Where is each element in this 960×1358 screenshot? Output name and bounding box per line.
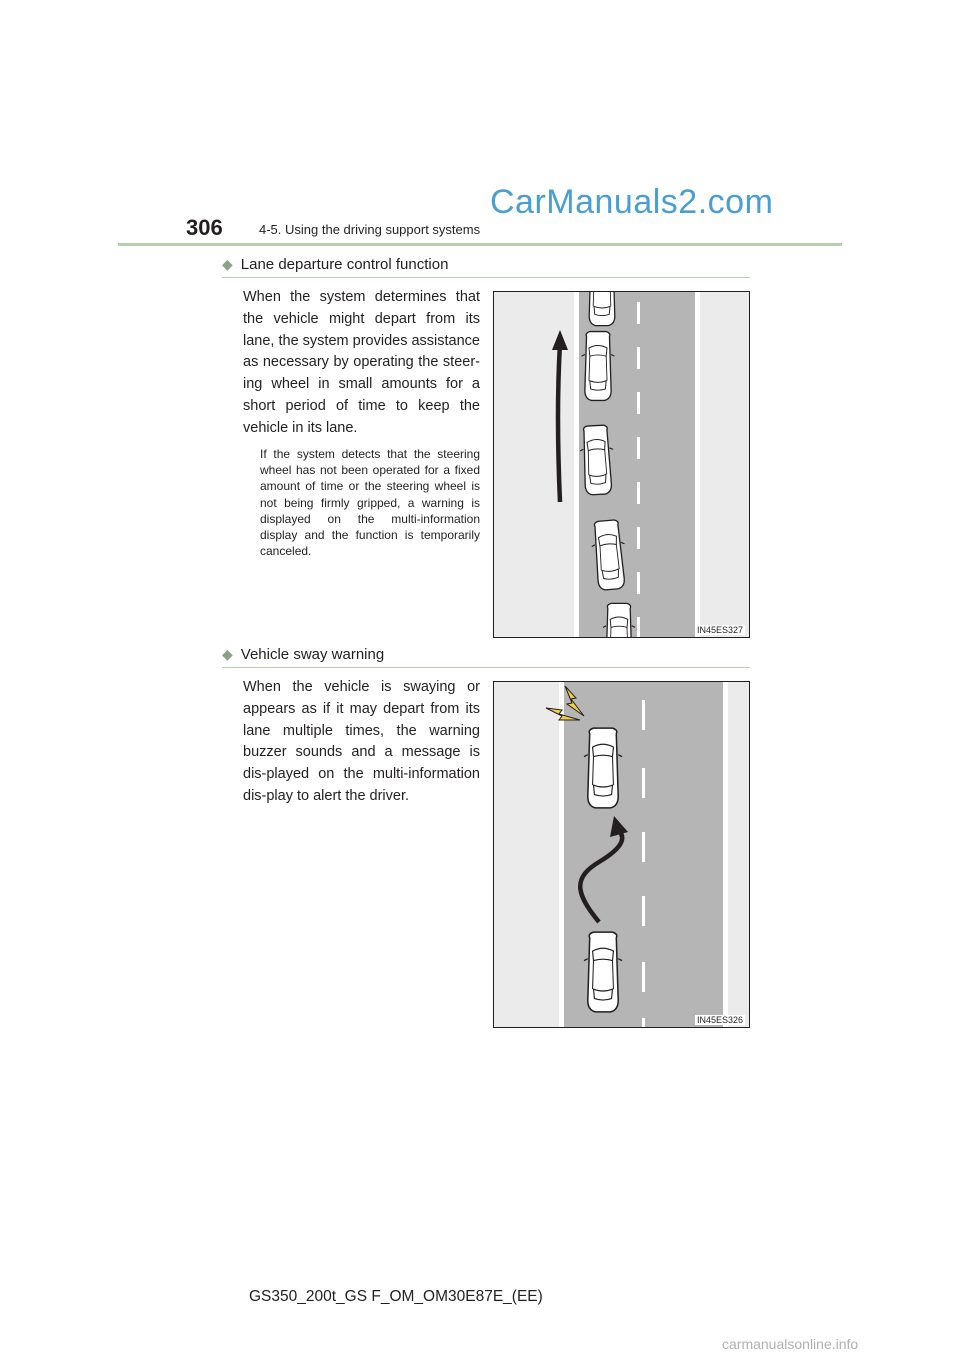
figure-vehicle-sway-warning [493, 681, 750, 1028]
watermark-carmanuals2: CarManuals2.com [490, 183, 774, 221]
lane-departure-note: If the system detects that the steering wheel has not been operated for a fixed amount of time or the steering wheel is not being firmly gripped, a warning is displayed on the multi-information display and the function is temporarily canceled. [260, 447, 480, 559]
figure-lane-departure-control [493, 291, 750, 638]
footer-manual-code: GS350_200t_GS F_OM_OM30E87E_(EE) [249, 1288, 543, 1305]
watermark-carmanualsonline: carmanualsonline.info [722, 1336, 859, 1352]
figure-code: IN45ES327 [696, 625, 743, 635]
header-rule [118, 243, 842, 246]
section-path: 4-5. Using the driving support systems [259, 222, 481, 237]
subheading-vehicle-sway-warning [222, 646, 750, 668]
sway-warning-illustration [494, 682, 750, 1028]
subheading-lane-departure-control [222, 256, 750, 278]
subheading-text: Lane departure control function [240, 256, 449, 273]
sway-warning-body: When the vehicle is swaying or appears as if it may depart from its lane multiple times, the warning buzzer sounds and a message is dis-played on the multi-information dis-play to alert the driver. [243, 679, 480, 804]
figure-code: IN45ES326 [696, 1015, 743, 1025]
lane-departure-body: When the system determines that the vehicle might depart from its lane, the system provides assistance as necessary by operating the steer-ing wheel in small amounts for a short period of time to keep the vehicle in its lane. [243, 289, 480, 436]
diamond-bullet-icon: ◆ [222, 646, 233, 662]
lane-departure-illustration [494, 292, 750, 638]
subheading-text: Vehicle sway warning [240, 646, 385, 663]
diamond-bullet-icon: ◆ [222, 256, 233, 272]
page-number: 306 [186, 215, 223, 240]
